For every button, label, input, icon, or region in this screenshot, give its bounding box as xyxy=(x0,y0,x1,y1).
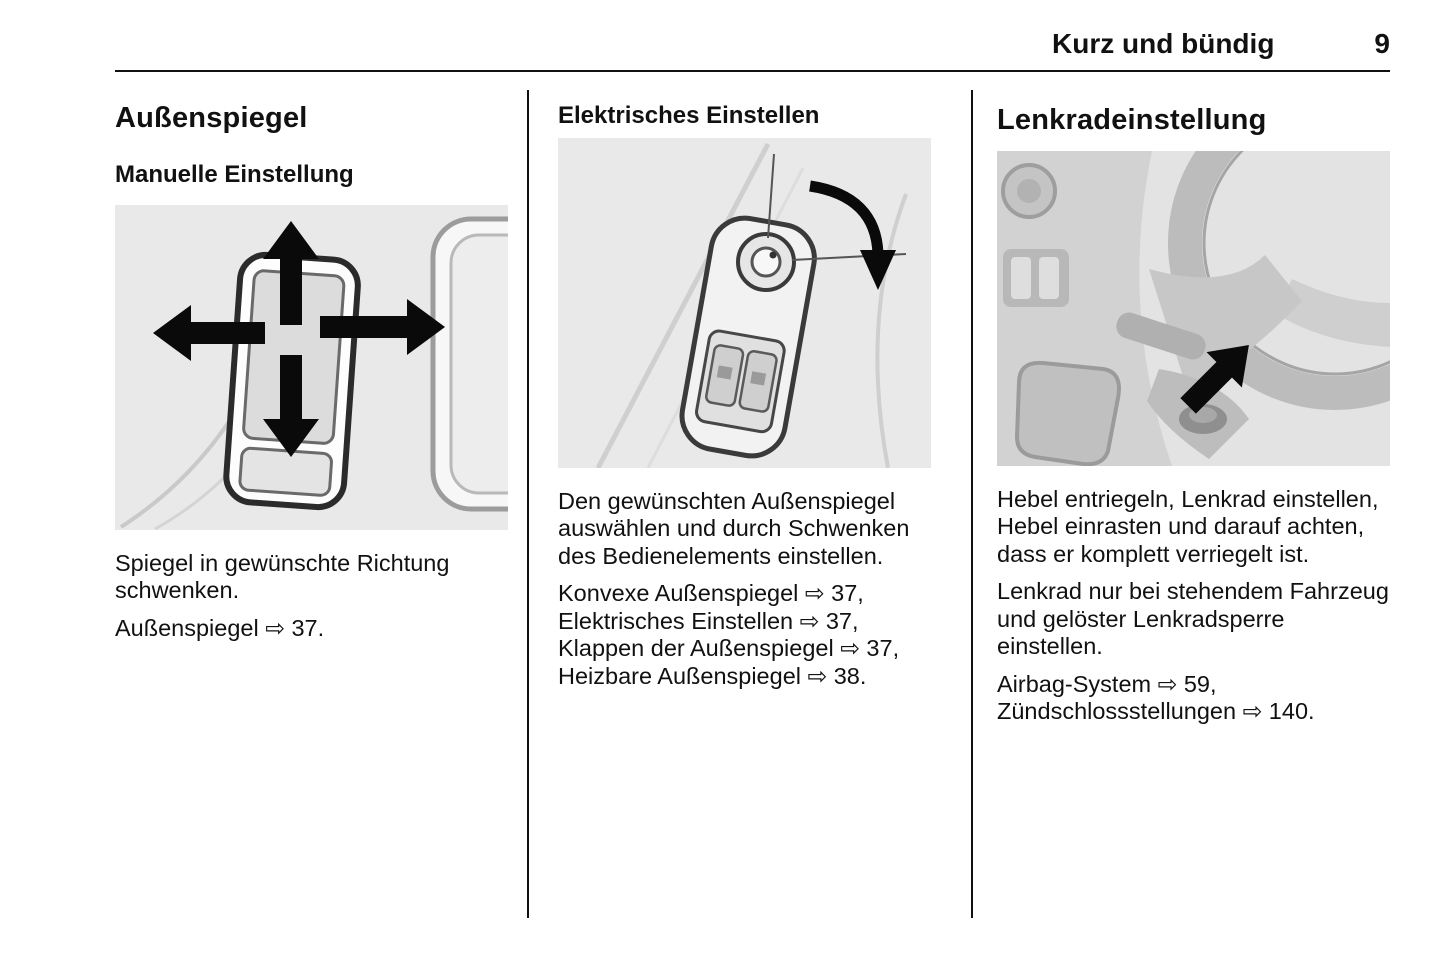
mirror-manual-illustration xyxy=(115,205,507,530)
section-heading-lenkradeinstellung: Lenkradeinstellung xyxy=(997,104,1267,136)
steering-adjustment-illustration xyxy=(997,151,1390,466)
mirror-electric-illustration xyxy=(558,138,949,468)
subheading-elektrisches-einstellen: Elektrisches Einstellen xyxy=(558,102,820,129)
column-manual-mirror xyxy=(115,90,529,918)
steering-column-photo xyxy=(997,151,1390,466)
mirror-arrows-drawing xyxy=(115,205,508,530)
page-header xyxy=(115,28,1390,70)
mirror-switch-drawing xyxy=(558,138,931,468)
page-reference: Airbag-System ⇨ 59, Zündschlossstellungen ⇨ 140. xyxy=(997,670,1315,725)
page-reference: Konvexe Außenspiegel ⇨ 37, Elektrisches Einstellen ⇨ 37, Klappen der Außenspiegel ⇨ 37, Heizbare Außenspiegel ⇨ 38. xyxy=(558,580,900,689)
paragraph: Den gewünschten Außenspiegel auswählen und durch Schwenken des Bedienelements einstellen. xyxy=(558,488,910,569)
paragraph: Spiegel in gewünschte Richtung schwenken. xyxy=(115,550,450,604)
chapter-title: Kurz und bündig xyxy=(1052,28,1275,59)
paragraph: Lenkrad nur bei stehendem Fahrzeug und gelöster Lenkradsperre einstellen. xyxy=(997,578,1389,660)
column-electric-mirror xyxy=(529,90,973,918)
page-reference: Außenspiegel ⇨ 37. xyxy=(115,614,325,641)
header-divider xyxy=(115,70,1390,72)
subheading-manuelle-einstellung: Manuelle Einstellung xyxy=(115,161,354,188)
paragraph: Hebel entriegeln, Lenkrad einstellen, Hebel einrasten und darauf achten, dass er komplett verriegelt ist. xyxy=(997,486,1379,567)
page-number: 9 xyxy=(1374,28,1390,59)
content-columns xyxy=(115,90,1390,918)
section-heading-aussenspiegel: Außenspiegel xyxy=(115,102,308,134)
column-steering-adjustment xyxy=(973,90,1390,918)
